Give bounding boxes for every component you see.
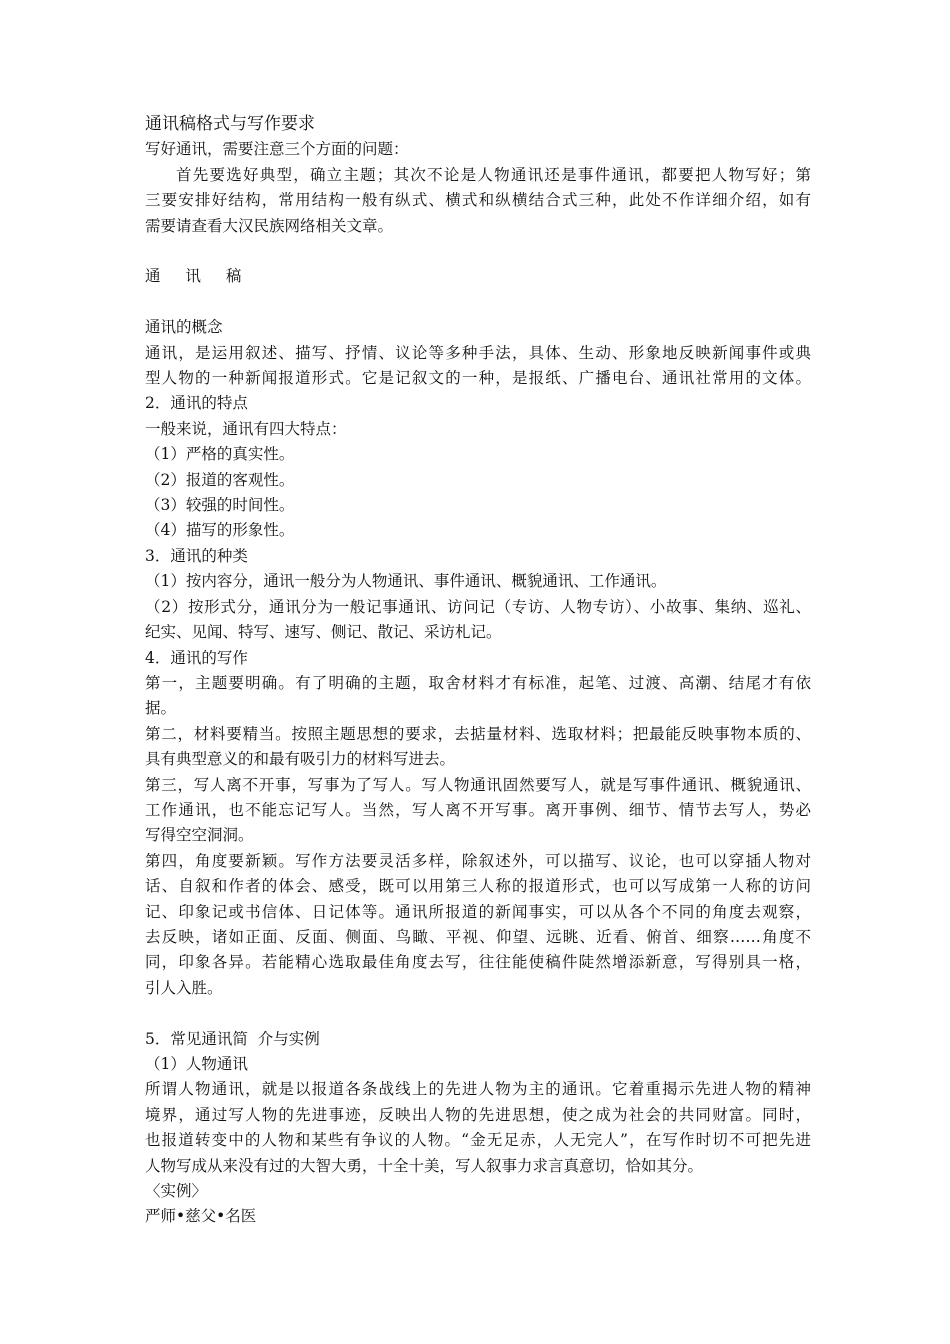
paragraph-line: 型人物的一种新闻报道形式。它是记叙文的一种，是报纸、广播电台、通讯社常用的文体。 (145, 369, 811, 388)
section-heading-tongxungao: 通 讯 稿 (145, 267, 252, 286)
list-item: （2）报道的客观性。 (145, 470, 295, 489)
concept-heading: 通讯的概念 (145, 318, 223, 337)
list-item (145, 595, 811, 646)
example-title: 严师•慈父•名医 (145, 1207, 257, 1226)
section-2-heading: 2．通讯的特点 (145, 394, 248, 413)
paragraph-line: 需要请查看大汉民族网络相关文章。 (145, 216, 394, 235)
paragraph-line: 引人入胜。 (145, 978, 223, 997)
paragraph-line: 境界，通过写人物的先进事迹，反映出人物的先进思想，使之成为社会的共同财富。同时， (145, 1105, 811, 1124)
paragraph-line: 写得空空洞洞。 (145, 826, 254, 845)
section-4-heading: 4．通讯的写作 (145, 648, 248, 667)
paragraph-line: 去反映，诸如正面、反面、侧面、鸟瞰、平视、仰望、远眺、近看、俯首、细察……角度不 (145, 927, 811, 946)
section-5-heading: 5．常见通讯简 介与实例 (145, 1029, 320, 1048)
writing-point-4 (145, 849, 811, 1001)
paragraph-line: 据。 (145, 699, 177, 718)
paragraph-line: 话、自叙和作者的体会、感受，既可以用第三人称的报道形式，也可以写成第一人称的访问 (145, 877, 811, 896)
writing-point-3 (145, 773, 811, 849)
section-5-subheading: （1）人物通讯 (145, 1054, 248, 1073)
section-3-heading: 3．通讯的种类 (145, 546, 248, 565)
paragraph-line: 第三，写人离不开事，写事为了写人。写人物通讯固然要写人，就是写事件通讯、概貌通讯、 (145, 775, 811, 794)
paragraph-line: 首先要选好典型，确立主题；其次不论是人物通讯还是事件通讯，都要把人物写好；第 (176, 165, 811, 184)
document-page (145, 112, 811, 1230)
concept-paragraph (145, 341, 811, 392)
list-item: （1）按内容分，通讯一般分为人物通讯、事件通讯、概貌通讯、工作通讯。 (145, 572, 667, 591)
intro-line: 写好通讯，需要注意三个方面的问题： (145, 140, 409, 159)
paragraph-line: 三要安排好结构，常用结构一般有纵式、横式和纵横结合式三种，此处不作详细介绍，如有 (145, 191, 811, 210)
paragraph-line: 第一，主题要明确。有了明确的主题，取舍材料才有标准，起笔、过渡、高潮、结尾才有依 (145, 673, 811, 692)
list-item: （4）描写的形象性。 (145, 521, 295, 540)
list-item: （3）较强的时间性。 (145, 496, 295, 515)
paragraph-line: 也报道转变中的人物和某些有争议的人物。“金无足赤，人无完人”，在写作时切不可把先进 (145, 1131, 811, 1150)
paragraph-structure (145, 163, 811, 239)
section-2-intro: 一般来说，通讯有四大特点： (145, 419, 347, 438)
paragraph-line: 具有典型意义的和最有吸引力的材料写进去。 (145, 750, 456, 769)
paragraph-line: （2）按形式分，通讯分为一般记事通讯、访问记（专访、人物专访）、小故事、集纳、巡礼、 (145, 597, 811, 616)
paragraph-line: 所谓人物通讯，就是以报道各条战线上的先进人物为主的通讯。它着重揭示先进人物的精神 (145, 1080, 811, 1099)
paragraph-line: 通讯，是运用叙述、描写、抒情、议论等多种手法，具体、生动、形象地反映新闻事件或典 (145, 343, 811, 362)
paragraph-line: 记、印象记或书信体、日记体等。通讯所报道的新闻事实，可以从各个不同的角度去观察， (145, 902, 811, 921)
paragraph-line: 同，印象各异。若能精心选取最佳角度去写，往往能使稿件陡然增添新意，写得别具一格， (145, 953, 811, 972)
paragraph-line: 工作通讯，也不能忘记写人。当然，写人离不开写事。离开事例、细节、情节去写人，势必 (145, 800, 811, 819)
people-report-paragraph (145, 1077, 811, 1179)
paragraph-line: 第二，材料要精当。按照主题思想的要求，去掂量材料、选取材料；把最能反映事物本质的、 (145, 724, 811, 743)
paragraph-line: 纪实、见闻、特写、速写、侧记、散记、采访札记。 (145, 623, 502, 642)
paragraph-line: 第四，角度要新颖。写作方法要灵活多样，除叙述外，可以描写、议论，也可以穿插人物对 (145, 851, 811, 870)
example-label: 〈实例〉 (145, 1182, 208, 1201)
document-title: 通讯稿格式与写作要求 (145, 114, 315, 134)
paragraph-line: 人物写成从来没有过的大智大勇，十全十美，写人叙事力求言真意切，恰如其分。 (145, 1156, 704, 1175)
list-item: （1）严格的真实性。 (145, 445, 295, 464)
writing-point-1 (145, 671, 811, 722)
writing-point-2 (145, 722, 811, 773)
